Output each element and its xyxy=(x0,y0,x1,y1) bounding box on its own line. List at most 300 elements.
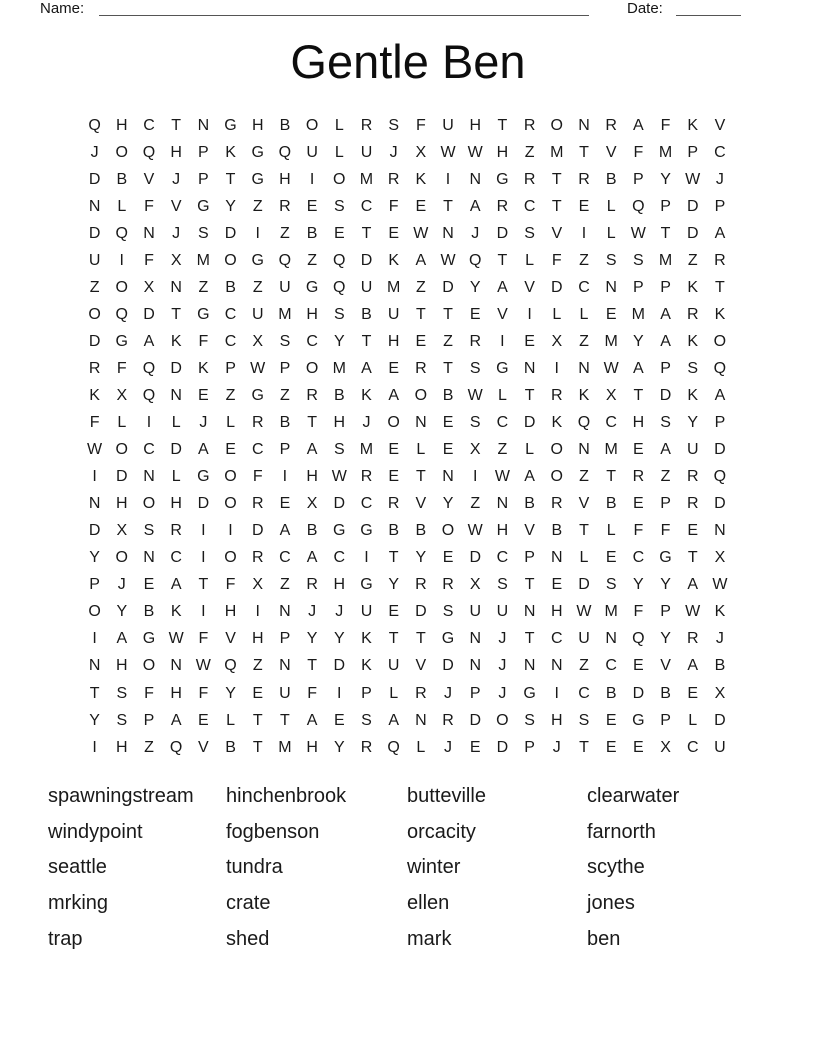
grid-letter: A xyxy=(687,576,699,594)
grid-letter: P xyxy=(660,711,671,729)
grid-letter: O xyxy=(115,441,128,459)
grid-letter: P xyxy=(524,738,535,756)
grid-letter: T xyxy=(361,332,372,350)
grid-letter: P xyxy=(660,359,671,377)
grid-letter: E xyxy=(633,657,644,675)
grid-letter: K xyxy=(551,414,563,432)
grid-letter: D xyxy=(442,278,454,296)
grid-letter: R xyxy=(387,495,400,513)
grid-letter: H xyxy=(116,116,128,134)
grid-letter: O xyxy=(441,522,455,540)
grid-letter: H xyxy=(387,332,400,350)
grid-letter: E xyxy=(198,711,209,729)
grid-letter: H xyxy=(632,414,645,432)
grid-letter: B xyxy=(551,522,563,540)
grid-letter: T xyxy=(579,738,589,756)
grid-letter: I xyxy=(527,305,532,323)
grid-letter: V xyxy=(660,657,671,675)
grid-letter: S xyxy=(524,711,535,729)
grid-letter: O xyxy=(550,468,563,486)
grid-letter: O xyxy=(88,305,101,323)
grid-letter: E xyxy=(605,549,617,567)
grid-letter: N xyxy=(279,657,291,675)
grid-letter: A xyxy=(388,386,399,404)
grid-letter: B xyxy=(605,495,617,513)
grid-letter: X xyxy=(469,441,481,459)
grid-letter: N xyxy=(415,414,427,432)
grid-letter: H xyxy=(251,630,264,648)
grid-letter: N xyxy=(143,224,155,242)
grid-letter: K xyxy=(361,386,372,404)
grid-letter: C xyxy=(578,278,590,296)
grid-letter: Y xyxy=(633,576,644,594)
grid-letter: G xyxy=(197,305,210,323)
grid-letter: P xyxy=(714,414,726,432)
grid-letter: I xyxy=(119,251,124,269)
grid-letter: U xyxy=(279,278,291,296)
grid-letter: D xyxy=(578,576,590,594)
grid-letter: C xyxy=(578,684,590,702)
grid-letter: S xyxy=(633,251,644,269)
grid-letter: E xyxy=(605,738,617,756)
word-list-column xyxy=(587,779,778,957)
grid-letter: C xyxy=(496,549,509,567)
grid-letter: T xyxy=(415,468,426,486)
grid-letter: R xyxy=(251,549,264,567)
grid-letter: Z xyxy=(198,278,209,296)
grid-letter: H xyxy=(170,495,182,513)
grid-letter: A xyxy=(143,332,155,350)
grid-letter: I xyxy=(500,332,505,350)
grid-letter: O xyxy=(305,116,319,134)
grid-letter: Q xyxy=(278,251,292,269)
grid-letter: Q xyxy=(333,251,346,269)
grid-letter: V xyxy=(198,738,209,756)
grid-letter: V xyxy=(170,197,182,215)
grid-letter: R xyxy=(578,170,590,188)
grid-letter: R xyxy=(551,386,563,404)
date-label: Date: xyxy=(627,0,663,17)
grid-letter: W xyxy=(168,630,184,648)
grid-letter: D xyxy=(197,495,210,513)
grid-letter: M xyxy=(386,278,401,296)
grid-letter: W xyxy=(195,657,211,675)
grid-letter: D xyxy=(415,603,427,621)
grid-letter: C xyxy=(306,332,318,350)
grid-letter: F xyxy=(415,116,426,134)
grid-letter: E xyxy=(252,684,264,702)
grid-letter: Y xyxy=(333,332,345,350)
grid-letter: A xyxy=(687,657,699,675)
grid-letter: B xyxy=(361,305,372,323)
grid-letter: P xyxy=(279,441,291,459)
grid-letter: Z xyxy=(443,332,453,350)
grid-letter: M xyxy=(631,305,645,323)
grid-letter: N xyxy=(523,359,536,377)
grid-letter: B xyxy=(306,224,318,242)
grid-letter: J xyxy=(362,414,371,432)
grid-letter: A xyxy=(415,251,427,269)
puzzle-title: Gentle Ben xyxy=(290,35,526,88)
grid-letter: S xyxy=(660,414,671,432)
grid-letter: N xyxy=(551,549,563,567)
date-blank-line xyxy=(676,0,741,16)
grid-letter: Y xyxy=(116,603,128,621)
grid-letter: G xyxy=(659,549,672,567)
grid-letter: T xyxy=(252,711,263,729)
grid-letter: J xyxy=(498,684,507,702)
grid-letter: E xyxy=(633,441,644,459)
grid-letter: P xyxy=(279,359,291,377)
grid-letter: Q xyxy=(278,143,292,161)
grid-letter: Q xyxy=(224,657,237,675)
grid-letter: Q xyxy=(468,251,482,269)
grid-letter: T xyxy=(715,278,725,296)
grid-letter: R xyxy=(496,197,509,215)
grid-letter: W xyxy=(630,224,646,242)
grid-letter: D xyxy=(714,711,726,729)
grid-letter: A xyxy=(306,711,318,729)
grid-letter: N xyxy=(578,441,590,459)
grid-letter: J xyxy=(444,684,453,702)
grid-letter: L xyxy=(525,441,535,459)
grid-letter: S xyxy=(687,359,699,377)
grid-letter: W xyxy=(467,143,483,161)
grid-letter: I xyxy=(201,549,206,567)
grid-letter: D xyxy=(469,549,481,567)
grid-letter: B xyxy=(225,738,236,756)
grid-letter: F xyxy=(198,684,209,702)
grid-letter: D xyxy=(170,359,182,377)
grid-letter: N xyxy=(170,278,182,296)
grid-letter: J xyxy=(389,143,398,161)
grid-letter: D xyxy=(551,278,563,296)
grid-letter: G xyxy=(115,332,128,350)
grid-letter: R xyxy=(360,468,373,486)
grid-letter: M xyxy=(604,441,618,459)
grid-letter: Q xyxy=(713,359,727,377)
grid-letter: O xyxy=(496,711,509,729)
grid-letter: K xyxy=(687,332,699,350)
grid-letter: Y xyxy=(469,278,481,296)
grid-letter: C xyxy=(496,414,509,432)
grid-letter: T xyxy=(606,468,617,486)
grid-letter: Y xyxy=(89,711,100,729)
grid-letter: R xyxy=(686,468,699,486)
grid-letter: N xyxy=(143,549,155,567)
grid-letter: N xyxy=(714,522,726,540)
grid-letter: F xyxy=(225,576,236,594)
grid-letter: U xyxy=(469,603,481,621)
grid-letter: P xyxy=(469,684,481,702)
grid-letter: T xyxy=(443,359,453,377)
grid-letter: J xyxy=(90,143,99,161)
grid-letter: N xyxy=(415,711,427,729)
grid-letter: R xyxy=(605,116,617,134)
grid-letter: J xyxy=(471,224,480,242)
grid-letter: O xyxy=(305,359,319,377)
grid-letter: Y xyxy=(660,576,671,594)
grid-letter: H xyxy=(251,116,264,134)
grid-letter: U xyxy=(360,278,373,296)
grid-letter: N xyxy=(523,603,536,621)
grid-letter: R xyxy=(251,495,264,513)
grid-letter: L xyxy=(117,414,127,432)
grid-letter: N xyxy=(442,468,454,486)
grid-letter: N xyxy=(88,197,101,215)
grid-letter: B xyxy=(388,522,399,540)
grid-letter: P xyxy=(687,143,699,161)
word-item: mrking xyxy=(48,892,109,915)
grid-letter: E xyxy=(333,711,345,729)
grid-letter: S xyxy=(442,603,454,621)
grid-letter: W xyxy=(685,170,701,188)
grid-letter: Z xyxy=(252,278,263,296)
grid-letter: J xyxy=(172,224,181,242)
grid-letter: E xyxy=(469,305,481,323)
grid-letter: Q xyxy=(387,738,400,756)
grid-letter: I xyxy=(445,170,451,188)
grid-letter: D xyxy=(496,224,509,242)
grid-letter: C xyxy=(143,116,155,134)
grid-letter: H xyxy=(224,603,237,621)
grid-letter: I xyxy=(472,468,478,486)
word-item: crate xyxy=(226,892,271,915)
word-list-column xyxy=(48,779,226,957)
grid-letter: S xyxy=(116,684,128,702)
grid-letter: B xyxy=(306,522,318,540)
grid-letter: T xyxy=(89,684,100,702)
grid-letter: D xyxy=(442,657,454,675)
grid-letter: E xyxy=(605,711,617,729)
grid-letter: M xyxy=(550,143,564,161)
grid-letter: V xyxy=(551,224,563,242)
grid-letter: T xyxy=(415,630,426,648)
grid-letter: P xyxy=(143,711,155,729)
grid-letter: R xyxy=(360,116,373,134)
grid-letter: S xyxy=(333,441,345,459)
grid-letter: V xyxy=(605,143,617,161)
grid-letter: E xyxy=(388,224,399,242)
grid-letter: A xyxy=(361,359,372,377)
grid-letter: K xyxy=(578,386,590,404)
grid-letter: T xyxy=(252,738,263,756)
grid-letter: S xyxy=(605,576,617,594)
grid-letter: B xyxy=(714,657,726,675)
grid-letter: E xyxy=(687,522,699,540)
grid-letter: P xyxy=(660,197,671,215)
grid-letter: K xyxy=(361,657,372,675)
grid-letter: Y xyxy=(225,197,236,215)
grid-letter: Y xyxy=(633,332,644,350)
grid-letter: F xyxy=(89,414,100,432)
grid-letter: I xyxy=(337,684,342,702)
grid-letter: B xyxy=(279,116,291,134)
grid-letter: Z xyxy=(579,251,589,269)
grid-letter: S xyxy=(116,711,128,729)
grid-letter: Q xyxy=(632,630,645,648)
grid-letter: R xyxy=(442,576,454,594)
grid-letter: H xyxy=(306,468,318,486)
grid-letter: I xyxy=(581,224,587,242)
grid-letter: N xyxy=(442,224,454,242)
grid-letter: Q xyxy=(88,116,101,134)
grid-letter: H xyxy=(496,522,509,540)
grid-letter: R xyxy=(632,468,645,486)
grid-letter: L xyxy=(688,711,698,729)
grid-letter: A xyxy=(469,197,481,215)
grid-letter: B xyxy=(116,170,128,188)
word-item: trap xyxy=(48,927,83,950)
grid-letter: N xyxy=(469,630,481,648)
grid-letter: X xyxy=(116,522,128,540)
grid-letter: X xyxy=(252,332,264,350)
grid-letter: Z xyxy=(687,251,698,269)
grid-letter: H xyxy=(170,143,182,161)
grid-letter: N xyxy=(523,657,536,675)
grid-letter: E xyxy=(469,738,481,756)
grid-letter: T xyxy=(497,251,508,269)
grid-letter: J xyxy=(715,170,724,188)
grid-letter: U xyxy=(714,738,726,756)
grid-letter: D xyxy=(686,224,699,242)
grid-letter: X xyxy=(714,684,726,702)
grid-letter: K xyxy=(361,630,372,648)
grid-letter: Z xyxy=(280,386,290,404)
grid-letter: A xyxy=(633,116,644,134)
grid-letter: A xyxy=(198,441,209,459)
grid-letter: Z xyxy=(280,576,290,594)
grid-letter: V xyxy=(578,495,590,513)
grid-letter: A xyxy=(388,711,399,729)
grid-letter: X xyxy=(116,386,128,404)
grid-letter: X xyxy=(714,549,726,567)
grid-letter: C xyxy=(279,549,291,567)
grid-letter: G xyxy=(197,468,210,486)
grid-letter: U xyxy=(279,684,291,702)
word-item: butteville xyxy=(407,785,486,807)
word-item: farnorth xyxy=(587,820,656,843)
grid-letter: Y xyxy=(660,170,671,188)
grid-letter: A xyxy=(497,278,508,296)
grid-letter: S xyxy=(198,224,209,242)
grid-letter: C xyxy=(143,441,155,459)
grid-letter: F xyxy=(388,197,399,215)
grid-letter: A xyxy=(116,630,128,648)
grid-letter: A xyxy=(714,386,726,404)
grid-letter: U xyxy=(442,116,454,134)
grid-letter: E xyxy=(198,386,209,404)
letter-grid xyxy=(81,112,734,761)
grid-letter: S xyxy=(469,414,481,432)
grid-letter: D xyxy=(251,522,264,540)
grid-letter: T xyxy=(171,116,182,134)
word-list-column xyxy=(226,779,407,957)
grid-letter: Y xyxy=(388,576,399,594)
grid-letter: U xyxy=(496,603,509,621)
grid-letter: C xyxy=(714,143,726,161)
grid-letter: A xyxy=(279,522,291,540)
grid-letter: Z xyxy=(660,468,671,486)
name-blank-line xyxy=(99,0,589,16)
grid-letter: S xyxy=(524,224,535,242)
grid-letter: P xyxy=(660,603,671,621)
grid-letter: B xyxy=(143,603,155,621)
grid-letter: O xyxy=(224,549,237,567)
grid-letter: S xyxy=(143,522,155,540)
grid-letter: R xyxy=(279,197,291,215)
grid-letter: R xyxy=(251,414,264,432)
grid-letter: O xyxy=(387,414,400,432)
word-item: jones xyxy=(587,892,635,915)
grid-letter: T xyxy=(443,197,453,215)
grid-letter: D xyxy=(360,251,373,269)
grid-letter: V xyxy=(497,305,508,323)
grid-letter: A xyxy=(660,305,671,323)
grid-letter: H xyxy=(116,495,128,513)
grid-letter: O xyxy=(333,170,346,188)
word-item: fogbenson xyxy=(226,820,320,843)
grid-letter: I xyxy=(255,224,260,242)
grid-letter: M xyxy=(359,441,374,459)
grid-letter: Y xyxy=(687,414,699,432)
grid-letter: U xyxy=(387,305,400,323)
grid-letter: O xyxy=(224,251,237,269)
grid-letter: C xyxy=(605,414,617,432)
grid-letter: T xyxy=(307,414,317,432)
grid-letter: I xyxy=(554,359,559,377)
grid-letter: Z xyxy=(497,441,508,459)
grid-letter: I xyxy=(146,414,152,432)
grid-letter: R xyxy=(442,711,454,729)
grid-letter: D xyxy=(88,224,101,242)
grid-letter: F xyxy=(551,251,562,269)
grid-letter: B xyxy=(415,522,427,540)
grid-letter: G xyxy=(360,576,373,594)
grid-letter: Z xyxy=(415,278,426,296)
grid-letter: F xyxy=(252,468,263,486)
grid-letter: O xyxy=(115,143,128,161)
grid-letter: U xyxy=(578,630,590,648)
grid-letter: J xyxy=(444,738,453,756)
grid-letter: Q xyxy=(632,197,645,215)
grid-letter: X xyxy=(469,576,481,594)
grid-letter: E xyxy=(388,359,399,377)
grid-letter: O xyxy=(550,116,563,134)
grid-letter: L xyxy=(226,711,235,729)
grid-letter: V xyxy=(415,495,427,513)
grid-letter: I xyxy=(201,603,206,621)
grid-letter: N xyxy=(143,468,155,486)
grid-letter: U xyxy=(88,251,101,269)
grid-letter: N xyxy=(170,386,182,404)
grid-letter: M xyxy=(658,251,673,269)
grid-letter: H xyxy=(496,143,509,161)
grid-letter: H xyxy=(469,116,481,134)
grid-letter: Z xyxy=(252,657,263,675)
grid-letter: T xyxy=(551,197,562,215)
grid-letter: N xyxy=(170,657,182,675)
grid-letter: B xyxy=(333,386,345,404)
grid-letter: B xyxy=(605,170,617,188)
grid-letter: R xyxy=(88,359,101,377)
grid-letter: F xyxy=(116,359,127,377)
grid-letter: V xyxy=(225,630,236,648)
grid-letter: C xyxy=(170,549,182,567)
grid-letter: J xyxy=(552,738,561,756)
grid-letter: K xyxy=(388,251,399,269)
grid-letter: R xyxy=(306,576,318,594)
